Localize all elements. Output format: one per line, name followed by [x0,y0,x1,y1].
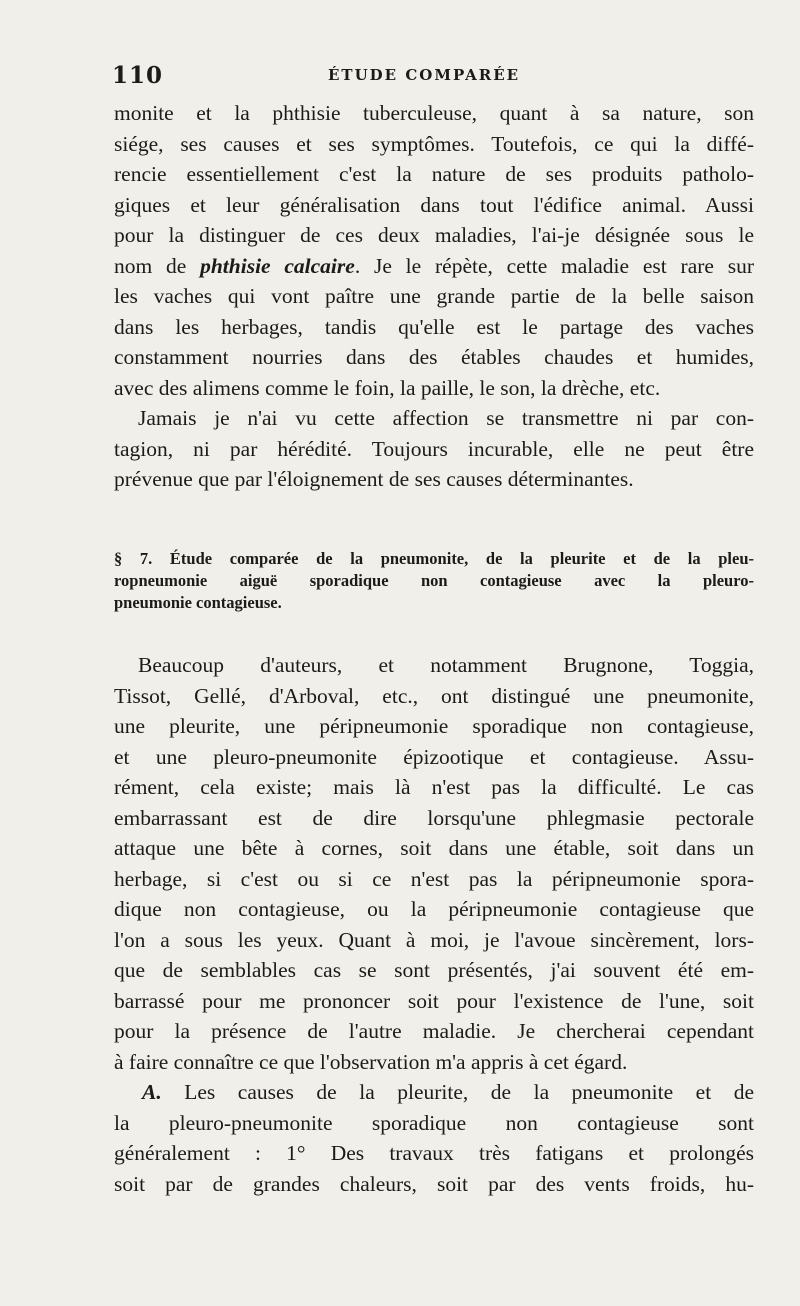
text-line: que de semblables cas se sont présentés, j'ai souvent été em- [114,958,754,982]
running-title: ÉTUDE COMPARÉE [328,66,521,84]
text-line: rencie essentiellement c'est la nature de ses produits patholo- [114,162,754,186]
text-line: giques et leur généralisation dans tout l'édifice animal. Aussi [114,192,754,217]
text-line: et une pleuro-pneumonite épizootique et contagieuse. Assu- [114,744,754,769]
text-block-top [114,98,754,495]
heading-line: ropneumonie aiguë sporadique non contagieuse avec la pleuro- [114,571,754,590]
text-line: prévenue que par l'éloignement de ses causes déterminantes. [114,467,634,491]
text-line: la pleuro-pneumonite sporadique non contagieuse sont [114,1110,754,1135]
emphasized-term: phthisie calcaire [200,253,355,278]
text-block-bottom [114,650,754,1199]
text-line: monite et la phthisie tuberculeuse, quant à sa nature, son [114,101,754,125]
text-line: dique non contagieuse, ou la péripneumonie contagieuse que [114,897,754,921]
text-line: herbage, si c'est ou si ce n'est pas la péripneumonie spora- [114,866,754,891]
heading-line: pneumonie contagieuse. [114,593,282,612]
paragraph-3 [114,650,754,1077]
paragraph-2 [114,403,754,434]
text-line: soit par de grandes chaleurs, soit par des vents froids, hu- [114,1171,754,1196]
text-line: constamment nourries dans des étables chaudes et humides, [114,345,754,369]
text-line: pour la distinguer de ces deux maladies, l'ai-je désignée sous le [114,223,754,247]
text-line: avec des alimens comme le foin, la paille, le son, la drèche, etc. [114,375,661,400]
text-fragment: nom de [114,253,201,278]
text-line: les vaches qui vont paître une grande partie de la belle saison [114,284,754,308]
paragraph-1 [114,98,754,403]
text-line: dans les herbages, tandis qu'elle est le partage des vaches [114,314,754,339]
text-line: Tissot, Gellé, d'Arboval, etc., ont distingué une pneumonite, [114,683,754,708]
text-line: généralement : 1° Des travaux très fatigans et prolongés [114,1141,754,1165]
text-line: siége, ses causes et ses symptômes. Toutefois, ce qui la diffé- [114,131,754,156]
paragraph-label: A. [142,1080,162,1104]
text-line: pour la présence de l'autre maladie. Je chercherai cependant [114,1019,754,1043]
text-line [114,1077,754,1108]
text-fragment: . Je le répète, cette maladie est rare sur [354,253,754,278]
text-line: une pleurite, une péripneumonie sporadique non contagieuse, [114,714,754,738]
text-line: attaque une bête à cornes, soit dans une étable, soit dans un [114,836,754,860]
text-line [114,251,754,282]
text-line: barrassé pour me prononcer soit pour l'existence de l'une, soit [114,988,754,1013]
text-line: tagion, ni par hérédité. Toujours incurable, elle ne peut être [114,436,754,461]
text-line: Jamais je n'ai vu cette affection se transmettre ni par con- [138,406,754,430]
page-header [112,62,752,88]
heading-line: § 7. Étude comparée de la pneumonite, de la pleurite et de la pleu- [114,549,754,568]
text-line: l'on a sous les yeux. Quant à moi, je l'avoue sincèrement, lors- [114,927,754,952]
text-line: embarrassant est de dire lorsqu'une phlegmasie pectorale [114,805,754,830]
text-fragment: Les causes de la pleurite, de la pneumonite et de [184,1080,754,1104]
paragraph-2-cont [114,434,754,495]
section-heading [114,548,754,614]
page-number: 110 [112,62,164,89]
text-line: à faire connaître ce que l'observation m'a appris à cet égard. [114,1049,628,1074]
paragraph-4 [114,1077,754,1199]
text-line: rément, cela existe; mais là n'est pas la difficulté. Le cas [114,775,754,799]
text-line: Beaucoup d'auteurs, et notamment Brugnone, Toggia, [138,653,754,677]
